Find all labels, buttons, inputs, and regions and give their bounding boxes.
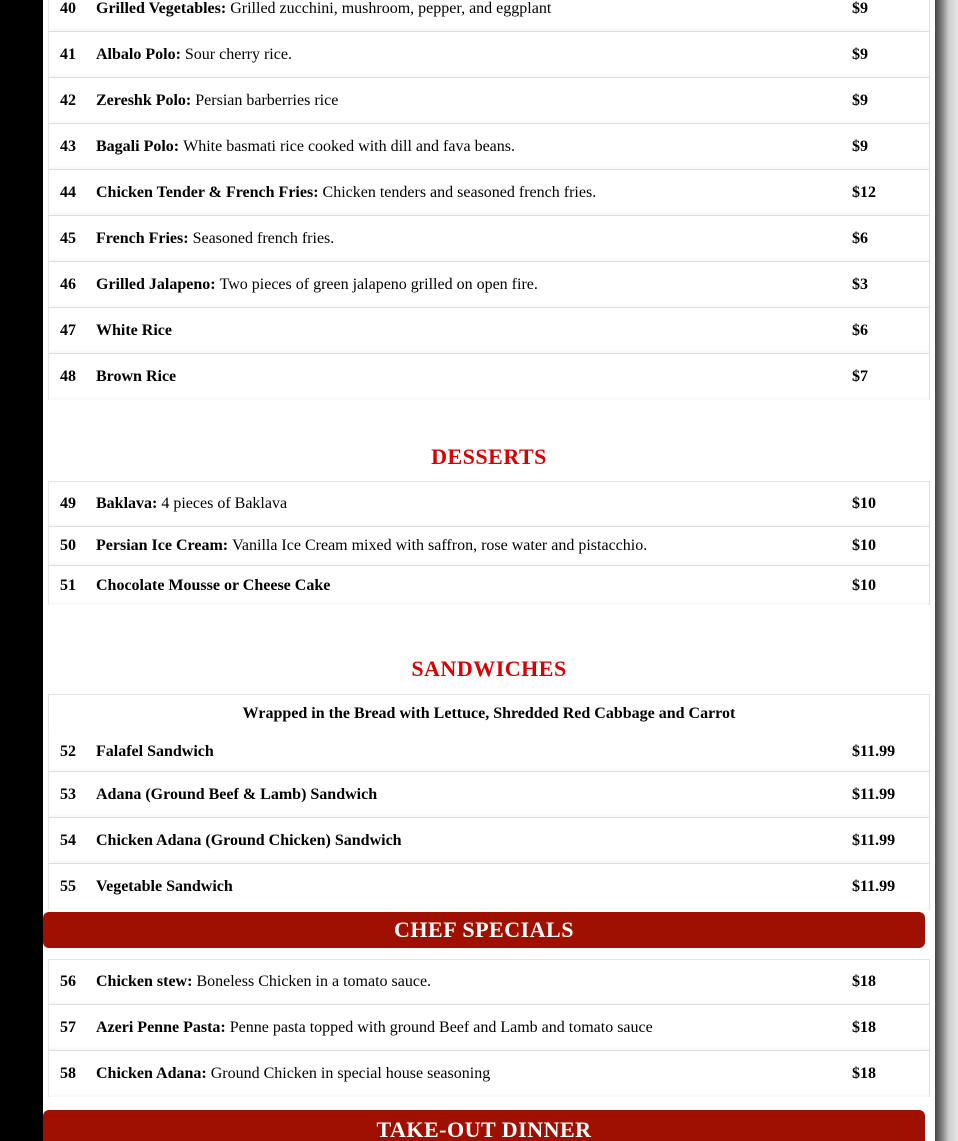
menu-item-row xyxy=(48,864,930,910)
item-name: Grilled Jalapeno: xyxy=(96,275,216,293)
item-number: 49 xyxy=(60,495,76,512)
item-price: $10 xyxy=(852,576,876,594)
item-name: Chocolate Mousse or Cheese Cake xyxy=(96,576,331,594)
item-price: $11.99 xyxy=(852,785,896,803)
item-price: $12 xyxy=(852,183,876,201)
item-description xyxy=(96,1005,653,1050)
menu-item-row xyxy=(48,566,930,605)
item-name: Chicken Tender & French Fries: xyxy=(96,183,319,201)
item-price: $11.99 xyxy=(852,743,896,760)
item-detail: 4 pieces of Baklava xyxy=(161,495,288,512)
item-name: French Fries: xyxy=(96,229,189,247)
item-name: Albalo Polo: xyxy=(96,45,181,63)
item-description xyxy=(96,527,647,565)
item-description xyxy=(96,818,406,863)
item-description xyxy=(96,960,431,1004)
item-number: 50 xyxy=(60,537,76,554)
sandwich-note: Wrapped in the Bread with Lettuce, Shredded Red Cabbage and Carrot xyxy=(48,694,930,733)
item-name: Chicken Adana: xyxy=(96,1065,207,1082)
desserts-heading: DESSERTS xyxy=(431,444,547,469)
item-price: $18 xyxy=(852,973,876,990)
menu-item-row xyxy=(48,216,930,262)
item-name: Vegetable Sandwich xyxy=(96,878,233,895)
item-detail: Sour cherry rice. xyxy=(184,45,292,63)
item-detail: Ground Chicken in special house seasoning xyxy=(210,1065,491,1082)
item-number: 41 xyxy=(60,45,76,63)
item-description xyxy=(96,308,176,353)
item-price: $9 xyxy=(852,0,868,17)
item-detail: Boneless Chicken in a tomato sauce. xyxy=(196,973,432,990)
item-name: Baklava: xyxy=(96,495,158,512)
menu-item-row xyxy=(48,308,930,354)
item-description xyxy=(96,262,538,307)
item-detail: Grilled zucchini, mushroom, pepper, and eggplant xyxy=(230,0,552,17)
menu-item-row xyxy=(48,818,930,864)
sandwiches-heading: SANDWICHES xyxy=(411,656,567,681)
item-price: $6 xyxy=(852,229,868,247)
menu-page xyxy=(43,0,935,1141)
menu-item-row xyxy=(48,354,930,400)
item-price: $3 xyxy=(852,275,868,293)
chef-specials-list xyxy=(48,959,930,1097)
item-price: $6 xyxy=(852,321,868,339)
item-description xyxy=(96,864,237,910)
item-price: $10 xyxy=(852,495,876,512)
item-price: $7 xyxy=(852,368,868,385)
item-number: 47 xyxy=(60,321,76,339)
item-name: Grilled Vegetables: xyxy=(96,0,227,17)
item-detail: White basmati rice cooked with dill and fava beans. xyxy=(183,137,515,155)
item-price: $10 xyxy=(852,537,876,554)
item-description xyxy=(96,1051,490,1097)
item-price: $9 xyxy=(852,137,868,155)
item-price: $9 xyxy=(852,91,868,109)
desserts-list xyxy=(48,481,930,605)
chef-specials-banner: CHEF SPECIALS xyxy=(43,912,925,948)
item-number: 51 xyxy=(60,576,76,594)
item-name: Adana (Ground Beef & Lamb) Sandwich xyxy=(96,785,378,803)
item-number: 43 xyxy=(60,137,76,155)
item-detail: Persian barberries rice xyxy=(195,91,339,109)
item-detail: Seasoned french fries. xyxy=(192,229,335,247)
item-number: 48 xyxy=(60,368,76,385)
item-detail: Penne pasta topped with ground Beef and Lamb and tomato sauce xyxy=(229,1018,653,1036)
item-description xyxy=(96,124,515,169)
item-name: Chicken Adana (Ground Chicken) Sandwich xyxy=(96,831,402,849)
item-number: 46 xyxy=(60,275,76,293)
item-name: Brown Rice xyxy=(96,368,177,385)
item-name: Chicken stew: xyxy=(96,973,193,990)
menu-item-row xyxy=(48,959,930,1005)
sandwiches-list xyxy=(48,694,930,910)
item-number: 44 xyxy=(60,183,76,201)
menu-item-row xyxy=(48,527,930,566)
item-description xyxy=(96,170,596,215)
item-price: $9 xyxy=(852,45,868,63)
menu-item-row xyxy=(48,772,930,818)
menu-item-row xyxy=(48,1005,930,1051)
item-name: Falafel Sandwich xyxy=(96,743,214,760)
item-number: 53 xyxy=(60,785,76,803)
menu-item-row xyxy=(48,733,930,772)
sides-list xyxy=(48,0,930,400)
menu-item-row xyxy=(48,1051,930,1097)
item-price: $11.99 xyxy=(852,831,896,849)
item-price: $18 xyxy=(852,1018,876,1036)
menu-item-row xyxy=(48,32,930,78)
menu-item-row xyxy=(48,481,930,527)
item-description xyxy=(96,216,334,261)
item-name: Azeri Penne Pasta: xyxy=(96,1018,226,1036)
item-name: Persian Ice Cream: xyxy=(96,537,229,554)
item-number: 55 xyxy=(60,878,76,895)
item-detail: Two pieces of green jalapeno grilled on open fire. xyxy=(219,275,538,293)
item-number: 54 xyxy=(60,831,76,849)
item-number: 57 xyxy=(60,1018,76,1036)
item-name: White Rice xyxy=(96,321,172,339)
item-number: 58 xyxy=(60,1065,76,1082)
menu-item-row xyxy=(48,78,930,124)
menu-item-row xyxy=(48,0,930,32)
menu-item-row xyxy=(48,170,930,216)
item-detail: Vanilla Ice Cream mixed with saffron, rose water and pistacchio. xyxy=(232,537,648,554)
item-detail: Chicken tenders and seasoned french fries. xyxy=(322,183,597,201)
item-price: $11.99 xyxy=(852,878,896,895)
item-description xyxy=(96,78,338,123)
menu-item-row xyxy=(48,262,930,308)
item-description xyxy=(96,733,218,771)
item-description xyxy=(96,32,292,77)
item-number: 56 xyxy=(60,973,76,990)
item-description xyxy=(96,482,287,526)
item-number: 45 xyxy=(60,229,76,247)
item-number: 40 xyxy=(60,0,76,17)
scroll-edge xyxy=(935,0,958,1141)
item-price: $18 xyxy=(852,1065,876,1082)
takeout-dinner-banner: TAKE-OUT DINNER xyxy=(43,1110,925,1141)
item-number: 42 xyxy=(60,91,76,109)
item-name: Zereshk Polo: xyxy=(96,91,192,109)
item-description xyxy=(96,0,551,31)
item-description xyxy=(96,772,381,817)
item-description xyxy=(96,354,180,400)
item-name: Bagali Polo: xyxy=(96,137,180,155)
item-description xyxy=(96,566,334,605)
menu-item-row xyxy=(48,124,930,170)
item-number: 52 xyxy=(60,743,76,760)
